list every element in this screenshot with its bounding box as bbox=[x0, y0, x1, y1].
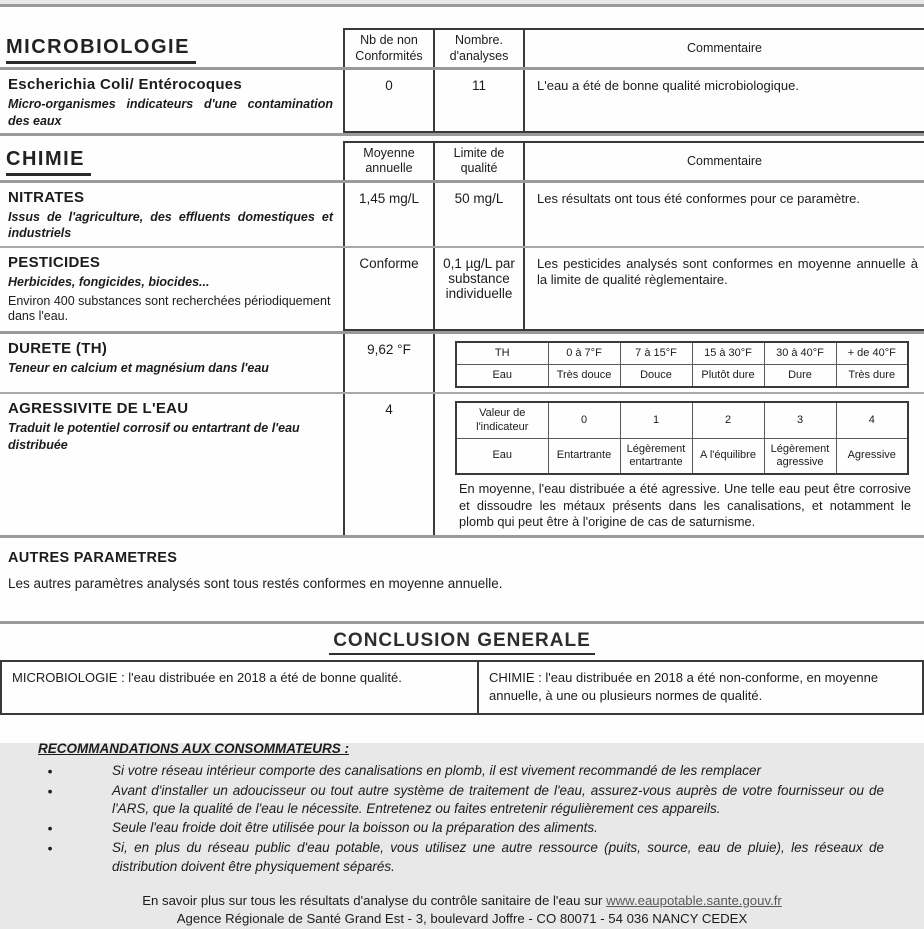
scale-header-cell: 2 bbox=[692, 402, 764, 438]
recommendation-text: Seule l'eau froide doit être utilisée pour la boisson ou la préparation des aliments. bbox=[112, 820, 598, 836]
parameter-label-cell bbox=[0, 183, 343, 246]
scale-value-cell: Légèrement agressive bbox=[764, 438, 836, 474]
list-item bbox=[38, 782, 924, 818]
autres-parametres-text: Les autres paramètres analysés sont tous restés conformes en moyenne annuelle. bbox=[8, 576, 503, 591]
chimie-section bbox=[0, 141, 343, 180]
analyses-value: 11 bbox=[433, 70, 523, 133]
scale-value-cell: Légèrement entartrante bbox=[620, 438, 692, 474]
durete-scale-cell bbox=[433, 334, 924, 392]
microbiologie-header-row bbox=[0, 28, 924, 67]
durete-value: 9,62 °F bbox=[343, 334, 433, 392]
parameter-label-cell bbox=[0, 248, 343, 332]
bullet-icon: • bbox=[47, 840, 53, 857]
top-divider bbox=[0, 4, 924, 7]
limite-value: 50 mg/L bbox=[433, 183, 523, 246]
chimie-header-row bbox=[0, 141, 924, 180]
column-header-moyenne-annuelle: Moyenne annuelle bbox=[343, 141, 433, 180]
chimie-title: CHIMIE bbox=[6, 148, 91, 176]
water-quality-report-page bbox=[0, 4, 924, 927]
eaupotable-link[interactable]: www.eaupotable.sante.gouv.fr bbox=[606, 892, 782, 908]
scale-header-cell: 7 à 15°F bbox=[620, 342, 692, 365]
parameter-label-cell bbox=[0, 334, 343, 392]
nitrates-data-row bbox=[0, 183, 924, 246]
parameter-label-cell bbox=[0, 70, 343, 133]
bullet-icon: • bbox=[47, 763, 53, 780]
moyenne-value: 1,45 mg/L bbox=[343, 183, 433, 246]
section-divider bbox=[0, 621, 924, 624]
recommandations-section bbox=[38, 741, 924, 876]
conclusion-title: CONCLUSION GENERALE bbox=[329, 630, 595, 655]
table-row bbox=[456, 402, 908, 438]
moyenne-value: Conforme bbox=[343, 248, 433, 332]
parameter-description: Herbicides, fongicides, biocides... bbox=[8, 274, 210, 289]
conclusion-microbiologie: MICROBIOLOGIE : l'eau distribuée en 2018 a été de bonne qualité. bbox=[12, 670, 402, 685]
limite-value: 0,1 µg/L par substance individuelle bbox=[433, 248, 523, 332]
parameter-name: PESTICIDES bbox=[8, 253, 101, 271]
microbiologie-data-row bbox=[0, 70, 924, 133]
scale-header-cell: 30 à 40°F bbox=[764, 342, 836, 365]
scale-header-cell: 3 bbox=[764, 402, 836, 438]
autres-parametres-section bbox=[0, 550, 924, 591]
scale-header-cell: TH bbox=[456, 342, 548, 365]
scale-value-cell: Douce bbox=[620, 365, 692, 388]
scale-value-cell: Plutôt dure bbox=[692, 365, 764, 388]
parameter-description-2: Environ 400 substances sont recherchées périodiquement dans l'eau. bbox=[8, 293, 331, 324]
parameter-label-cell bbox=[0, 394, 343, 535]
scale-value-cell: A l'équilibre bbox=[692, 438, 764, 474]
scale-value-cell: Entartrante bbox=[548, 438, 620, 474]
agressivite-scale-cell bbox=[433, 394, 924, 535]
comment-text: Les pesticides analysés sont conformes en moyenne annuelle à la limite de qualité règlementaire. bbox=[523, 248, 924, 332]
scale-header-cell: + de 40°F bbox=[836, 342, 908, 365]
recommendation-text: Avant d'installer un adoucisseur ou tout autre système de traitement de l'eau, assurez-vous auprès de votre fournisseur ou de l'ARS, que la qualité de l'eau le nécessite. Entretenez ou faites entretenir régulièrement ces appareils. bbox=[112, 782, 884, 817]
scale-header-cell: Valeur de l'indicateur bbox=[456, 402, 548, 438]
column-header-limite-qualite: Limite de qualité bbox=[433, 141, 523, 180]
scale-header-cell: 1 bbox=[620, 402, 692, 438]
list-item bbox=[38, 819, 924, 838]
footer-more-info-line bbox=[0, 892, 924, 910]
aggressiveness-scale-table bbox=[455, 401, 909, 475]
scale-header-cell: 4 bbox=[836, 402, 908, 438]
conclusion-section bbox=[0, 621, 924, 715]
recommandations-list bbox=[38, 762, 924, 876]
footer bbox=[0, 892, 924, 929]
recommandations-title: RECOMMANDATIONS AUX CONSOMMATEURS : bbox=[38, 741, 349, 757]
conclusion-table bbox=[0, 660, 924, 715]
parameter-description: Teneur en calcium et magnésium dans l'eau bbox=[8, 361, 269, 375]
scale-value-cell: Très dure bbox=[836, 365, 908, 388]
scale-value-cell: Agressive bbox=[836, 438, 908, 474]
parameter-name: NITRATES bbox=[8, 189, 85, 206]
comment-text: Les résultats ont tous été conformes pour ce paramètre. bbox=[523, 183, 924, 246]
comment-text: L'eau a été de bonne qualité microbiologique. bbox=[523, 70, 924, 133]
footer-agency-line: Agence Régionale de Santé Grand Est - 3, boulevard Joffre - CO 80071 - 54 036 NANCY CEDEX bbox=[176, 911, 748, 927]
column-header-nombre-analyses: Nombre. d'analyses bbox=[433, 28, 523, 67]
bullet-icon: • bbox=[47, 782, 53, 799]
microbiologie-section bbox=[0, 28, 343, 67]
scale-value-cell: Très douce bbox=[548, 365, 620, 388]
recommendation-text: Si, en plus du réseau public d'eau potable, vous utilisez une autre ressource (puits, source, eau de pluie), les réseaux de distribution doivent être physiquement séparés. bbox=[112, 840, 884, 874]
scale-header-cell: 0 bbox=[548, 402, 620, 438]
scale-value-cell: Eau bbox=[456, 438, 548, 474]
durete-data-row bbox=[0, 334, 924, 392]
table-row bbox=[456, 342, 908, 365]
scale-value-cell: Eau bbox=[456, 365, 548, 388]
scale-header-cell: 0 à 7°F bbox=[548, 342, 620, 365]
table-row bbox=[456, 438, 908, 474]
agressivite-value: 4 bbox=[343, 394, 433, 535]
footer-more-info-text: En savoir plus sur tous les résultats d'analyse du contrôle sanitaire de l'eau sur bbox=[142, 892, 607, 908]
parameter-description: Micro-organismes indicateurs d'une contamination des eaux bbox=[8, 97, 333, 128]
parameter-name: AGRESSIVITE DE L'EAU bbox=[8, 400, 189, 418]
section-divider bbox=[0, 133, 924, 136]
scale-value-cell: Dure bbox=[764, 365, 836, 388]
column-header-commentaire: Commentaire bbox=[523, 141, 924, 180]
bullet-icon: • bbox=[47, 820, 53, 837]
agressivite-data-row bbox=[0, 394, 924, 535]
parameter-description: Traduit le potentiel corrosif ou entartrant de l'eau distribuée bbox=[8, 421, 300, 452]
column-header-commentaire: Commentaire bbox=[523, 28, 924, 67]
parameter-description: Issus de l'agriculture, des effluents domestiques et industriels bbox=[8, 210, 333, 241]
conclusion-chimie: CHIMIE : l'eau distribuée en 2018 a été non-conforme, en moyenne annuelle, à une ou plusieurs normes de qualité. bbox=[477, 662, 922, 713]
microbiologie-title: MICROBIOLOGIE bbox=[6, 36, 196, 64]
table-row bbox=[456, 365, 908, 388]
hardness-scale-table bbox=[455, 341, 909, 388]
parameter-name: DURETE (TH) bbox=[8, 340, 108, 357]
pesticides-data-row bbox=[0, 248, 924, 332]
aggressiveness-note: En moyenne, l'eau distribuée a été agressive. Une telle eau peut être corrosive et dissoudre les métaux présents dans les canalisations, et notamment le plomb qui peut être à l'origine de cas de saturnisme. bbox=[459, 481, 911, 530]
recommendation-text: Si votre réseau intérieur comporte des canalisations en plomb, il est vivement recommandé de les remplacer bbox=[112, 763, 762, 779]
parameter-name: Escherichia Coli/ Entérocoques bbox=[8, 76, 243, 94]
scale-header-cell: 15 à 30°F bbox=[692, 342, 764, 365]
section-divider bbox=[0, 535, 924, 538]
list-item bbox=[38, 839, 924, 875]
nonconformites-value: 0 bbox=[343, 70, 433, 133]
column-header-nonconformites: Nb de non Conformités bbox=[343, 28, 433, 67]
list-item bbox=[38, 762, 924, 781]
autres-parametres-title: AUTRES PARAMETRES bbox=[8, 550, 178, 566]
